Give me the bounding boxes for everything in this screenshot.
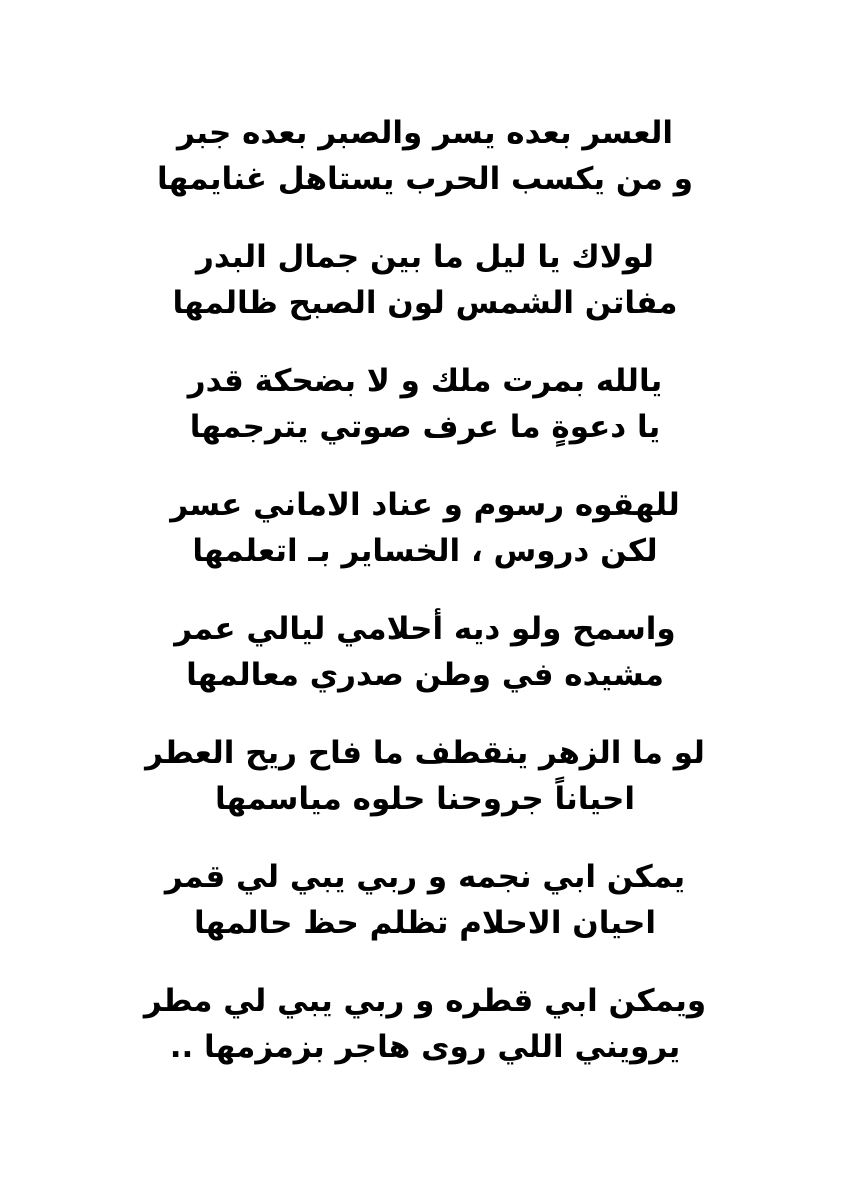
verse-line: مفاتن الشمس لون الصبح ظالمها xyxy=(172,285,678,321)
verse-line: يا دعوةٍ ما عرف صوتي يترجمها xyxy=(189,409,661,445)
stanza-7 xyxy=(0,854,850,978)
verse-line: يمكن ابي نجمه و ربي يبي لي قمر xyxy=(164,859,686,895)
stanza-6 xyxy=(0,730,850,854)
verse-line: ويمكن ابي قطره و ربي يبي لي مطر xyxy=(143,983,707,1019)
verse-line: احيان الاحلام تظلم حظ حالمها xyxy=(193,905,657,941)
verse-line: واسمح ولو ديه أحلامي ليالي عمر xyxy=(174,611,676,647)
stanza-5 xyxy=(0,606,850,730)
verse-line: يالله بمرت ملك و لا بضحكة قدر xyxy=(187,363,663,399)
stanza-2 xyxy=(0,234,850,358)
poem xyxy=(0,110,850,1102)
verse-line: لو ما الزهر ينقطف ما فاح ريح العطر xyxy=(145,735,705,771)
verse-line: العسر بعده يسر والصبر بعده جبر xyxy=(177,115,674,151)
verse-line: للهقوه رسوم و عناد الاماني عسر xyxy=(170,487,680,523)
verse-line: و من يكسب الحرب يستاهل غنايمها xyxy=(156,161,694,197)
stanza-1 xyxy=(0,110,850,234)
verse-line: لولاك يا ليل ما بين جمال البدر xyxy=(196,239,654,275)
verse-line: مشيده في وطن صدري معالمها xyxy=(186,657,664,693)
verse-line: لكن دروس ، الخساير بـ اتعلمها xyxy=(192,533,658,569)
verse-line: احياناً جروحنا حلوه مياسمها xyxy=(214,781,636,817)
stanza-8 xyxy=(0,978,850,1102)
stanza-3 xyxy=(0,358,850,482)
verse-line: يرويني اللي روى هاجر بزمزمها .. xyxy=(169,1029,681,1065)
stanza-4 xyxy=(0,482,850,606)
